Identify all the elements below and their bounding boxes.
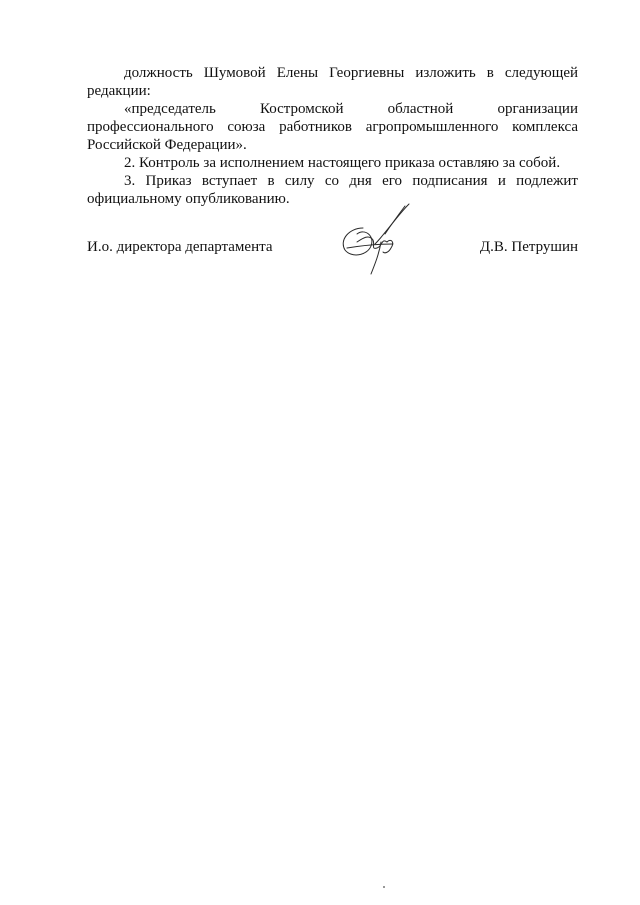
signature-block <box>87 238 578 262</box>
paragraph-effective-clause: 3. Приказ вступает в силу со дня его подписания и подлежит официальному опубликованию. <box>87 173 578 207</box>
scan-speck <box>383 886 385 888</box>
paragraph-position-wording: должность Шумовой Елены Георгиевны изложить в следующей редакции: <box>87 65 578 99</box>
paragraph-quote-line: «председатель Костромской областной организации <box>124 101 578 117</box>
document-body <box>87 64 578 208</box>
paragraph-quote-continuation: профессионального союза работников агропромышленного комплекса Российской Федерации». <box>87 119 578 153</box>
signatory-name: Д.В. Петрушин <box>479 239 578 255</box>
paragraph-control-clause: 2. Контроль за исполнением настоящего приказа оставляю за собой. <box>124 155 561 171</box>
signatory-position: И.о. директора департамента <box>87 239 273 255</box>
handwritten-signature <box>335 198 415 278</box>
